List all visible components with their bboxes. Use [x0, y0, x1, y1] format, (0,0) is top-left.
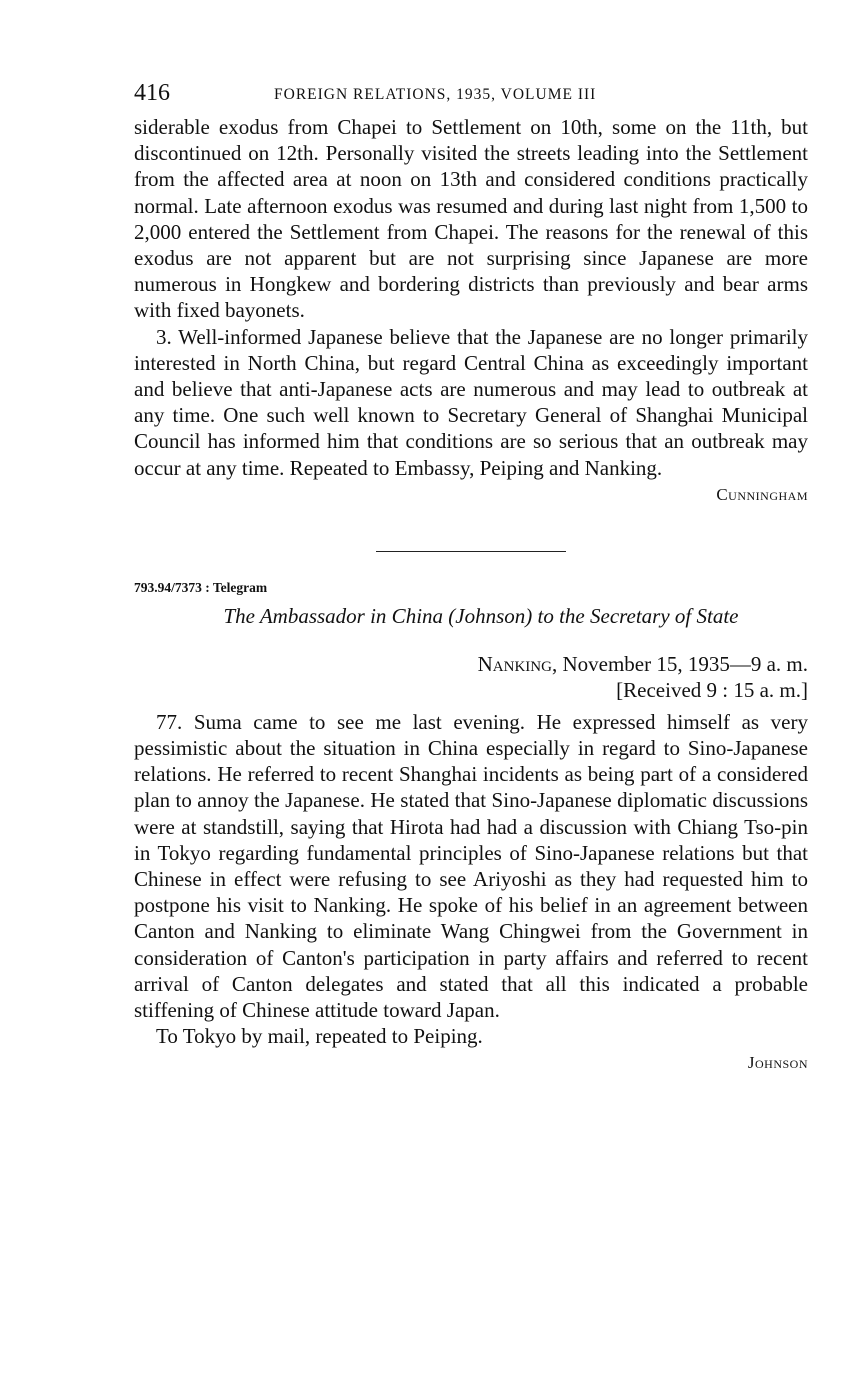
section-divider: [376, 551, 566, 552]
paragraph-3: 3. Well-informed Japanese believe that the Japanese are no longer primarily interested in North China, but regard Central China as exceedingly important and believe that anti-Japanese acts are numerous and may lead to outbreak at any time. One such well known to Secretary General of Shanghai Municipal Council has informed him that conditions are so serious that an outbreak may occur at any time. Repeated to Embassy, Peiping and Nanking.: [134, 324, 808, 480]
page-number: 416: [134, 80, 170, 106]
document-title: The Ambassador in China (Johnson) to the Secretary of State: [223, 603, 739, 628]
page-header: [134, 78, 808, 114]
dateline: [134, 651, 808, 677]
continued-paragraph: siderable exodus from Chapei to Settlement on 10th, some on the 11th, but discontinued on 12th. Personally visited the streets leading into the Settlement from the affected area at noon on 13th and considered conditions practically normal. Late afternoon exodus was resumed and during last night from 1,500 to 2,000 entered the Settlement from Chapei. The reasons for the renewal of this exodus are not apparent but are not surprising since Japanese are more numerous in Hongkew and bordering districts than previously and bear arms with fixed bayonets.: [134, 115, 808, 323]
document-page: [134, 78, 808, 1073]
signature-cunningham: Cunningham: [716, 484, 808, 504]
dateline-date: , November 15, 1935—9 a. m.: [551, 651, 808, 676]
running-head: FOREIGN RELATIONS, 1935, VOLUME III: [274, 86, 597, 103]
signature-johnson: Johnson: [747, 1053, 808, 1073]
file-reference: 793.94/7373 : Telegram: [134, 579, 268, 595]
closing-paragraph: To Tokyo by mail, repeated to Peiping.: [156, 1024, 483, 1049]
dateline-place: Nanking: [477, 651, 552, 676]
telegram-body: 77. Suma came to see me last evening. He expressed himself as very pessimistic about the situation in China especially in regard to Sino-Japanese relations. He referred to recent Shanghai incidents as being part of a considered plan to annoy the Japanese. He stated that Sino-Japanese diplomatic discussions were at standstill, saying that Hirota had had a discussion with Chiang Tso-pin in Tokyo regarding fundamental principles of Sino-Japanese relations but that Chinese in effect were refusing to see Ariyoshi as they had requested him to postpone his visit to Nanking. He spoke of his belief in an agreement between Canton and Nanking to eliminate Wang Chingwei from the Government in consideration of Canton's participation in party affairs and referred to recent arrival of Canton delegates and stated that all this indicated a probable stiffening of Chinese attitude toward Japan.: [134, 709, 808, 1023]
received-time: [Received 9 : 15 a. m.]: [616, 677, 808, 702]
